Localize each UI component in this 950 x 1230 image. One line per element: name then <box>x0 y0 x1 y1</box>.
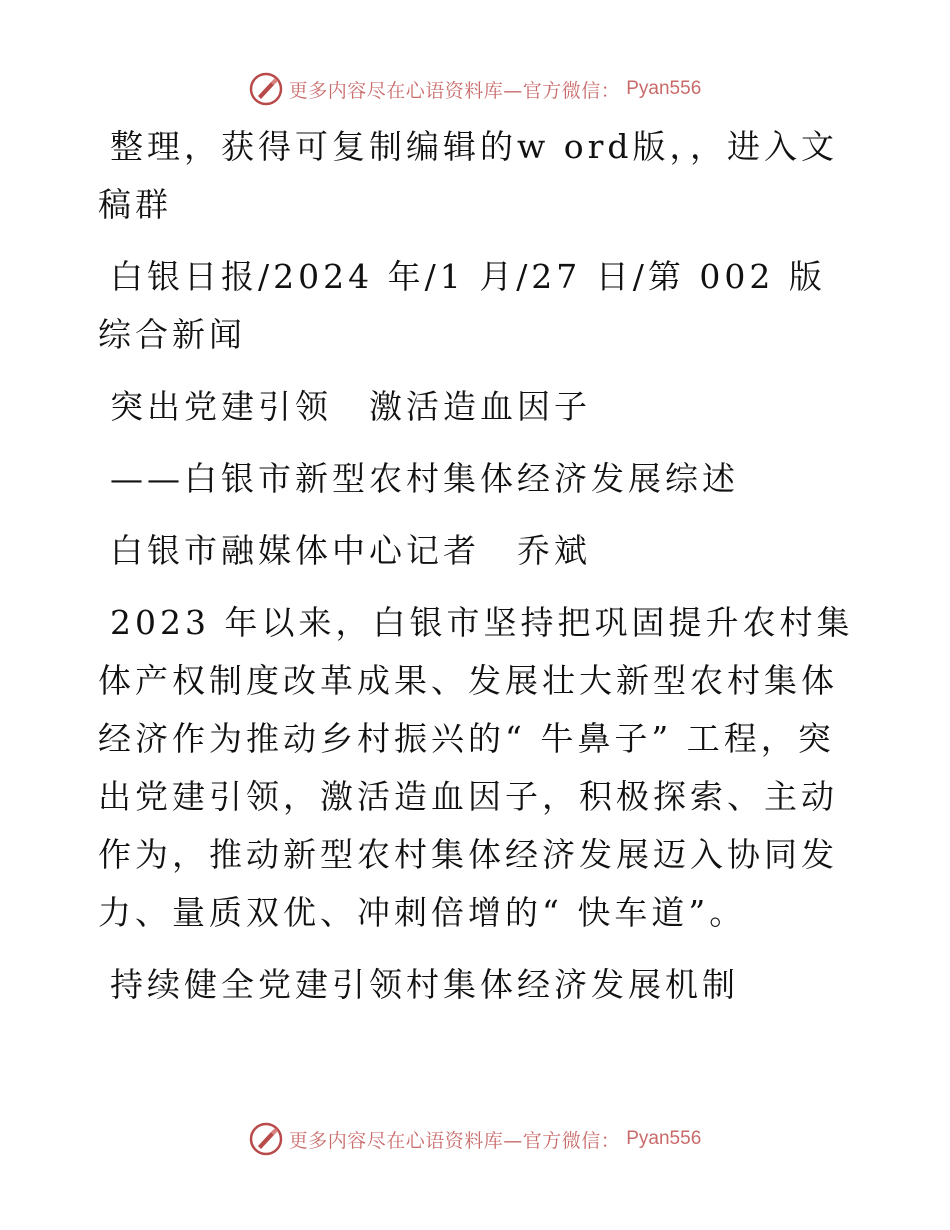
section-heading: 持续健全党建引领村集体经济发展机制 <box>110 965 739 1004</box>
pen-logo-icon <box>249 72 283 106</box>
paragraph-source: 白银日报/2024 年/1 月/27 日/第 002 版综合新闻 <box>98 257 826 354</box>
article-title: 突出党建引领 激活造血因子 <box>110 387 591 426</box>
watermark-wechat-id: Pyan556 <box>626 1128 702 1149</box>
watermark-wechat-id: Pyan556 <box>626 78 702 99</box>
document-body <box>98 118 858 1028</box>
article-subtitle: ——白银市新型农村集体经济发展综述 <box>110 459 739 498</box>
watermark-text: 更多内容尽在心语资料库—官方微信： <box>288 1129 621 1152</box>
paragraph-intro: 整理，获得可复制编辑的w ord版，，进入文稿群 <box>98 127 839 224</box>
paragraph-body: 2023 年以来，白银市坚持把巩固提升农村集体产权制度改革成果、发展壮大新型农村集体经济作为推动乡村振兴的“ 牛鼻子” 工程，突出党建引领，激活造血因子，积极探索、主动作为，推动新型农村集体经济发展迈入协同发力、量质双优、冲刺倍增的“ 快车道”。 <box>98 603 854 932</box>
watermark-text: 更多内容尽在心语资料库—官方微信： <box>288 79 621 102</box>
header-watermark <box>0 72 950 106</box>
article-byline: 白银市融媒体中心记者 乔斌 <box>110 531 591 570</box>
footer-watermark <box>0 1122 950 1156</box>
pen-logo-icon <box>249 1122 283 1156</box>
